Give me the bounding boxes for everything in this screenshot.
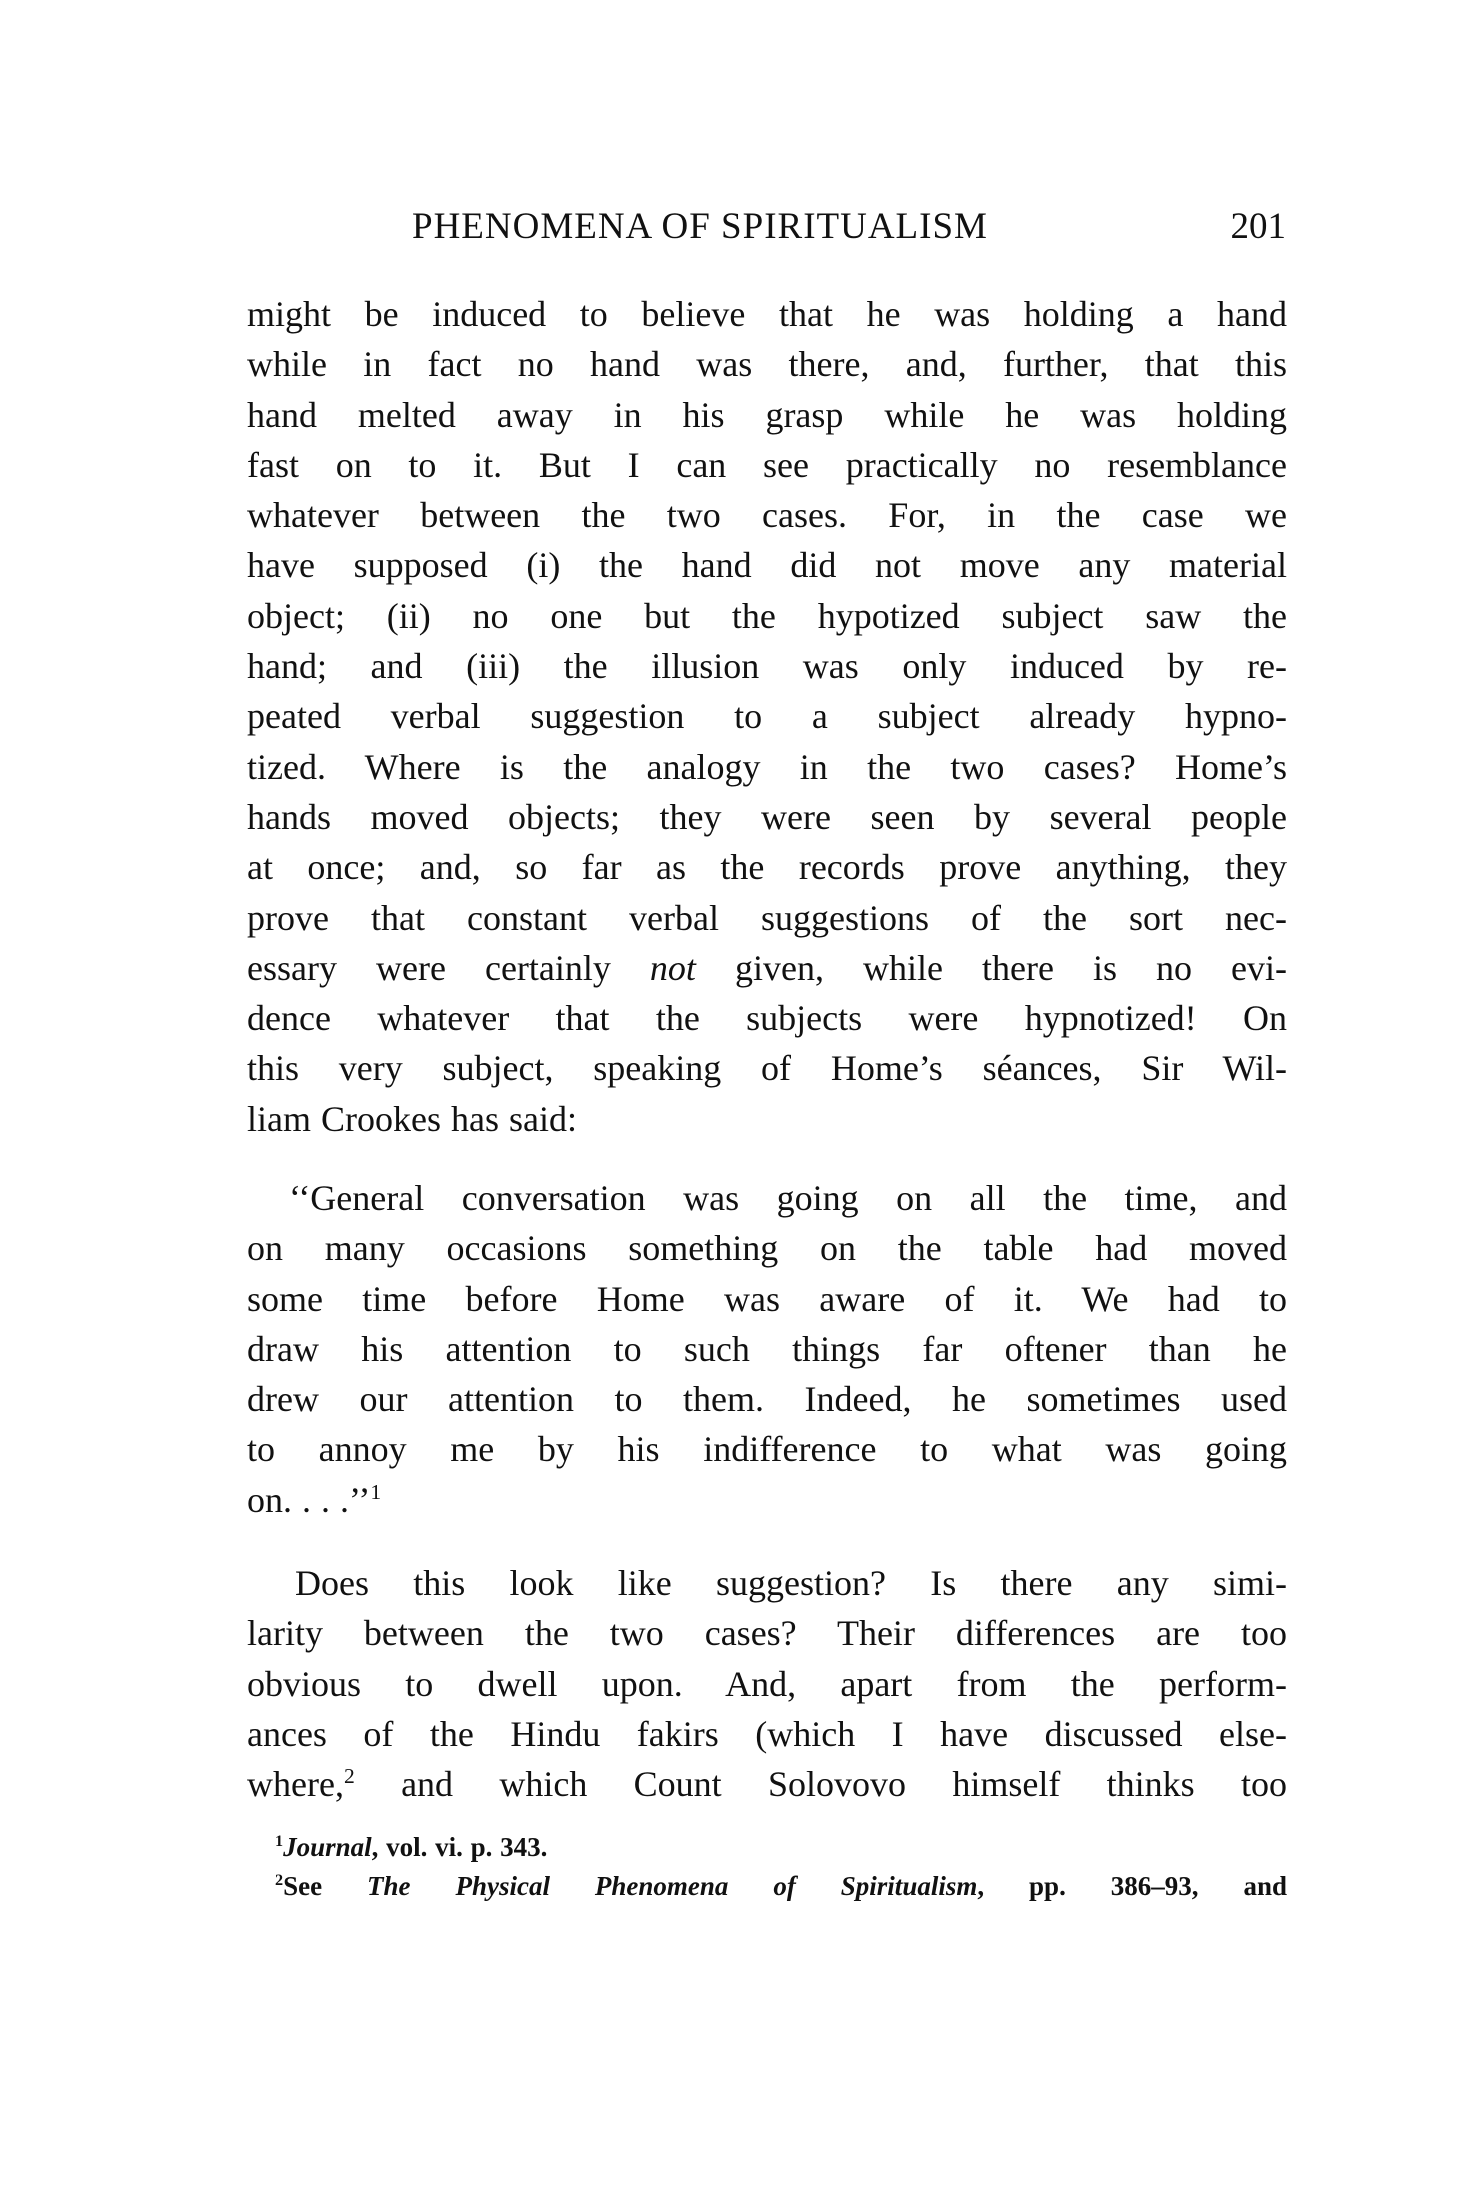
- footnote-marker: 1: [275, 1832, 284, 1850]
- text-segment: , vol. vi. p. 343.: [371, 1832, 548, 1862]
- text-line: [247, 1324, 1287, 1374]
- text-line: [247, 540, 1287, 590]
- text-line: [247, 641, 1287, 691]
- text-line: [247, 1223, 1287, 1273]
- text-line: [247, 1608, 1287, 1658]
- footnotes: [247, 1828, 1287, 1906]
- text-segment: where,: [247, 1764, 344, 1805]
- text-segment: some time before Home was aware of it. We had to: [247, 1278, 1287, 1319]
- text-segment: Does this look like suggestion? Is there any simi-: [295, 1563, 1287, 1603]
- text-line: [247, 1475, 1287, 1525]
- text-line: [247, 1709, 1287, 1759]
- text-line: [247, 691, 1287, 741]
- footnote-marker: 1: [370, 1479, 382, 1504]
- text-line: [247, 1043, 1287, 1093]
- footnote-marker: 2: [343, 1764, 355, 1789]
- text-segment: tized. Where is the analogy in the two cases? Home’s: [247, 746, 1287, 787]
- italic-text: Journal: [283, 1832, 372, 1862]
- text-line: [247, 1659, 1287, 1709]
- text-line: [247, 742, 1287, 792]
- text-line: [247, 993, 1287, 1043]
- text-segment: hand; and (iii) the illusion was only induced by re-: [247, 646, 1287, 687]
- text-line: [247, 339, 1287, 389]
- paragraph-1: [247, 289, 1287, 1144]
- text-line: [247, 1274, 1287, 1324]
- italic-text: The Physical Phenomena of Spiritualism: [367, 1871, 978, 1901]
- text-line: [247, 1759, 1287, 1809]
- text-segment: this very subject, speaking of Home’s séances, Sir Wil-: [247, 1048, 1287, 1089]
- text-segment: and which Count Solovovo himself thinks too: [354, 1764, 1287, 1805]
- text-line: [247, 390, 1287, 440]
- footnote-marker: 2: [275, 1871, 284, 1889]
- text-segment: , pp. 386–93, and: [977, 1871, 1287, 1901]
- text-line: [247, 1094, 1287, 1144]
- text-line: [247, 1173, 1287, 1223]
- text-segment: essary were certainly: [247, 947, 650, 988]
- text-line: [247, 842, 1287, 892]
- text-segment: peated verbal suggestion to a subject already hypno-: [247, 696, 1287, 737]
- text-line: [247, 490, 1287, 540]
- block-quote: [247, 1173, 1287, 1525]
- footnote: [247, 1867, 1287, 1906]
- text-segment: fast on to it. But I can see practically no resemblance: [247, 444, 1287, 485]
- text-line: [247, 1558, 1287, 1608]
- text-segment: hand melted away in his grasp while he was holding: [247, 394, 1287, 435]
- text-line: [247, 1424, 1287, 1474]
- text-line: [247, 440, 1287, 490]
- text-segment: to annoy me by his indifference to what was going: [247, 1429, 1287, 1470]
- text-segment: draw his attention to such things far oftener than he: [247, 1328, 1287, 1369]
- text-line: [247, 943, 1287, 993]
- text-segment: larity between the two cases? Their differences are too: [247, 1613, 1287, 1654]
- text-line: [247, 893, 1287, 943]
- text-segment: while in fact no hand was there, and, further, that this: [247, 344, 1287, 385]
- page-number: 201: [1230, 206, 1286, 247]
- text-segment: on. . . .’’: [247, 1479, 371, 1520]
- text-segment: at once; and, so far as the records prove anything, they: [247, 847, 1287, 888]
- text-line: [247, 1374, 1287, 1424]
- text-segment: given, while there is no evi-: [695, 947, 1287, 988]
- text-segment: drew our attention to them. Indeed, he sometimes used: [247, 1379, 1287, 1420]
- text-line: [247, 591, 1287, 641]
- running-title: PHENOMENA OF SPIRITUALISM: [412, 206, 988, 247]
- text-segment: might be induced to believe that he was holding a hand: [247, 294, 1287, 334]
- text-line: [247, 289, 1287, 339]
- text-segment: on many occasions something on the table had moved: [247, 1228, 1287, 1269]
- text-segment: whatever between the two cases. For, in the case we: [247, 495, 1287, 536]
- running-header: [412, 205, 1286, 255]
- text-segment: liam Crookes has said:: [247, 1098, 577, 1139]
- text-segment: ances of the Hindu fakirs (which I have discussed else-: [247, 1713, 1287, 1754]
- text-segment: ‘‘General conversation was going on all the time, and: [289, 1178, 1287, 1218]
- text-segment: hands moved objects; they were seen by several people: [247, 796, 1287, 837]
- text-segment: obvious to dwell upon. And, apart from the perform-: [247, 1663, 1287, 1704]
- text-segment: have supposed (i) the hand did not move any material: [247, 545, 1287, 586]
- paragraph-2: [247, 1558, 1287, 1809]
- italic-text: not: [649, 947, 696, 988]
- text-segment: dence whatever that the subjects were hypnotized! On: [247, 998, 1287, 1039]
- text-segment: See: [283, 1871, 368, 1901]
- text-segment: prove that constant verbal suggestions of the sort nec-: [247, 897, 1287, 938]
- text-line: [247, 792, 1287, 842]
- footnote: [247, 1828, 1287, 1867]
- text-segment: object; (ii) no one but the hypotized subject saw the: [247, 595, 1287, 636]
